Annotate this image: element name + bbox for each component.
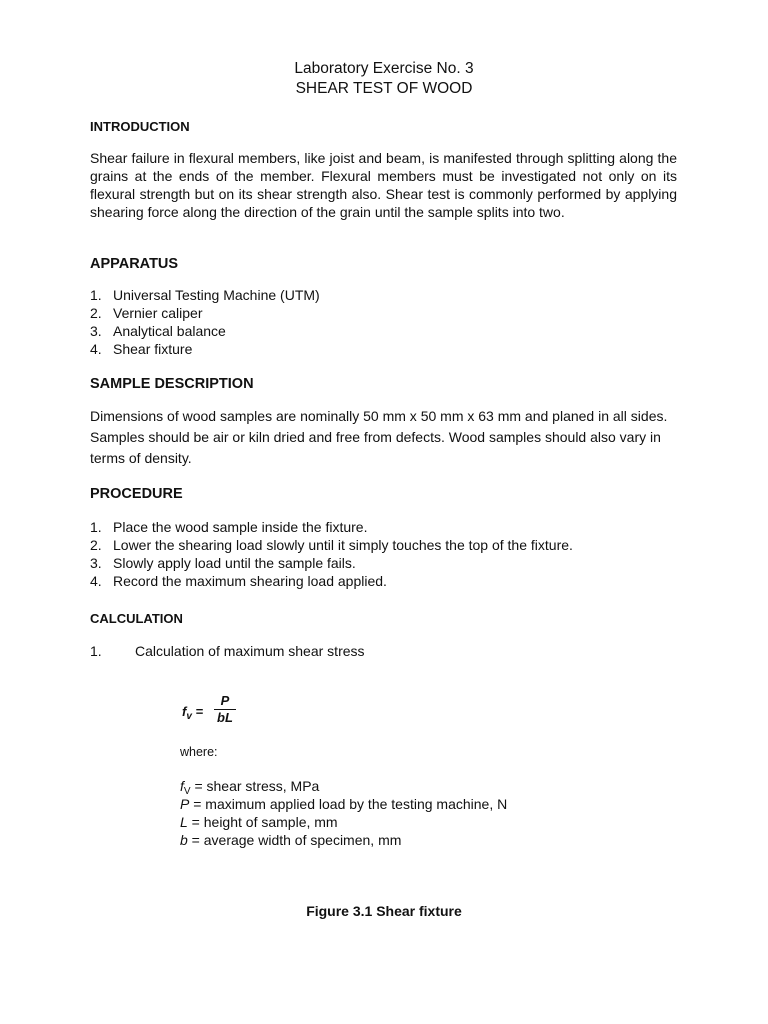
sample-description-text: Dimensions of wood samples are nominally 50 mm x 50 mm x 63 mm and planed in all sides. Samples should be air or kiln dried and free from defects. Wood samples should also vary in terms of density. [90, 408, 668, 466]
introduction-heading: INTRODUCTION [90, 119, 190, 134]
formula-fraction [214, 693, 236, 726]
definition-item: b = average width of specimen, mm [180, 832, 402, 848]
list-item: 1. Universal Testing Machine (UTM) [90, 287, 320, 303]
list-item: 4. Shear fixture [90, 341, 193, 357]
formula-equals: = [195, 704, 204, 719]
figure-caption: Figure 3.1 Shear fixture [306, 903, 462, 919]
list-item: 3. Analytical balance [90, 323, 226, 339]
introduction-text: Shear failure in flexural members, like joist and beam, is manifested through splitting along the grains at the ends of the member. Flexural members must be investigated not only on its flexural strength but on its shear strength also. Shear test is commonly performed by applying shearing force along the direction of the grain until the sample splits into two. [90, 150, 677, 220]
formula-denominator: bL [217, 710, 233, 725]
formula-numerator: P [220, 693, 230, 708]
calculation-heading: CALCULATION [90, 611, 183, 626]
apparatus-heading: APPARATUS [90, 256, 179, 272]
list-item: 2. Lower the shearing load slowly until it simply touches the top of the fixture. [90, 537, 573, 553]
procedure-heading: PROCEDURE [90, 486, 183, 502]
apparatus-list [90, 286, 320, 358]
exercise-title: Laboratory Exercise No. 3 [294, 60, 474, 77]
variable-definitions [180, 777, 507, 849]
list-item: 3. Slowly apply load until the sample fails. [90, 555, 356, 571]
formula-symbol: f [182, 704, 187, 719]
list-item: 2. Vernier caliper [90, 305, 203, 321]
calculation-item: 1. Calculation of maximum shear stress [90, 643, 365, 659]
exercise-subtitle: SHEAR TEST OF WOOD [295, 80, 473, 97]
formula-subscript: v [186, 711, 192, 722]
list-item: 1. Place the wood sample inside the fixture. [90, 519, 368, 535]
procedure-list [90, 518, 573, 590]
sample-description-heading: SAMPLE DESCRIPTION [90, 376, 254, 392]
definition-item: P = maximum applied load by the testing machine, N [180, 796, 508, 812]
list-item: 4. Record the maximum shearing load applied. [90, 573, 387, 589]
where-label: where: [180, 745, 218, 759]
definition-item: $f_V$ = shear stress, MPa [180, 778, 320, 797]
definition-item: L = height of sample, mm [180, 814, 338, 830]
